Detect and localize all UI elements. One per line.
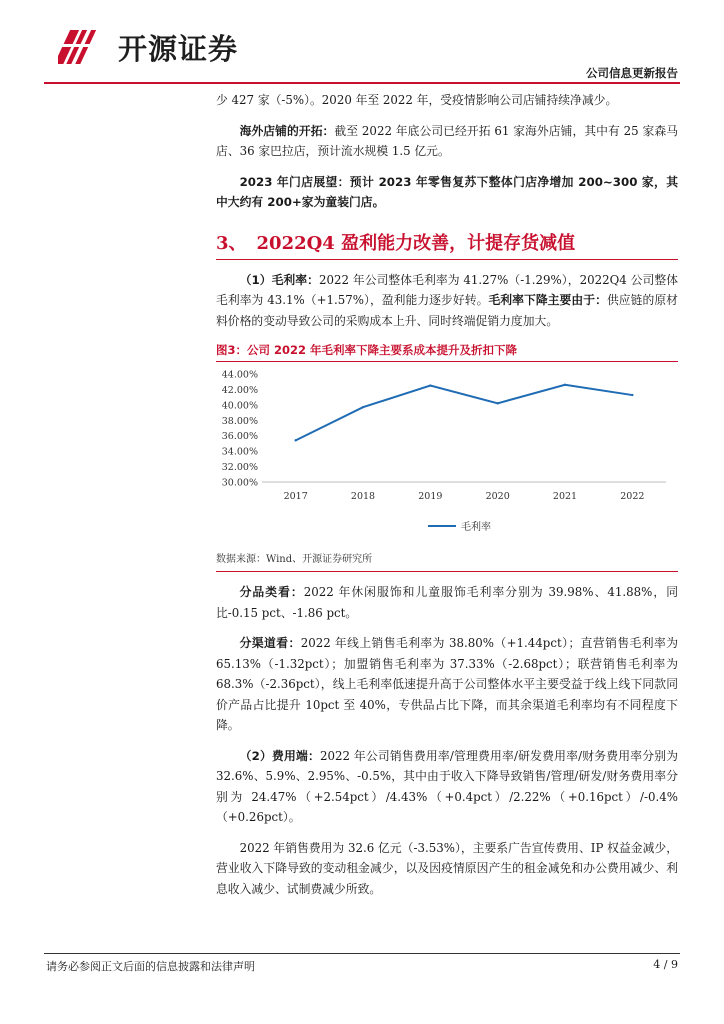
paragraph-store-count: 少 427 家（-5%）。2020 年至 2022 年，受疫情影响公司店铺持续净减少。 <box>216 93 618 107</box>
data-point <box>496 402 498 404</box>
paragraph-by-channel <box>216 633 678 736</box>
paragraph-selling-expenses: 2022 年销售费用为 32.6 亿元（-3.53%），主要系广告宣传费用、IP 权益金减少，营业收入下降导致的变动租金减少，以及因疫情原因产生的租金减免和办公费用减少、利息收入减少、试制费减少所致。 <box>216 840 678 896</box>
channel-text: 2022 年线上销售毛利率为 38.80%（+1.44pct）；直营销售毛利率为 65.13%（-1.32pct）；加盟销售毛利率为 37.33%（-2.68pct）；联营销售毛利率为 68.3%（-2.36pct），线上毛利率低速提升高于公司整体水平主要受益于线上线下同款同价产品占比提升 10pct 至 40%，专供品占比下降，而其余渠道毛利率均有不同程度下降。 <box>216 636 678 732</box>
section-number: 3、 <box>216 232 247 254</box>
paragraph-by-category <box>216 582 678 623</box>
gross-margin-chart <box>216 364 678 544</box>
figure-divider <box>216 361 678 362</box>
x-tick-label: 2021 <box>552 491 578 502</box>
expenses-label: （2）费用端： <box>239 748 320 763</box>
outlook-text: 2023 年门店展望：预计 2023 年零售复苏下整体门店净增加 200~300 家，其中大约有 200+家为童装门店。 <box>216 174 678 209</box>
y-tick-label: 30.00% <box>221 477 258 489</box>
overseas-text: 截至 2022 年底公司已经开拓 61 家海外店铺，其中有 25 家森马店、36 家巴拉店，预计流水规模 1.5 亿元。 <box>216 123 678 158</box>
x-tick-label: 2020 <box>485 491 510 502</box>
report-type: 公司信息更新报告 <box>586 66 678 80</box>
paragraph-store-outlook <box>216 172 678 213</box>
brand-logo-icon <box>58 26 112 68</box>
data-point <box>294 439 296 441</box>
y-tick-label: 36.00% <box>221 431 258 443</box>
overseas-label: 海外店铺的开拓： <box>239 123 335 138</box>
brand-logo <box>58 24 238 70</box>
figure-title: 图3：公司 2022 年毛利率下降主要系成本提升及折扣下降 <box>216 343 518 357</box>
gross-margin-text: 2022 年公司整体毛利率为 41.27%（-1.29%），2022Q4 公司整体毛利率为 43.1%（+1.57%），盈利能力逐步好转。 <box>216 272 678 307</box>
paragraph-gross-margin <box>216 270 678 332</box>
series-line <box>296 385 633 441</box>
category-text: 2022 年休闲服饰和儿童服饰毛利率分别为 39.98%、41.88%，同比-0.15 pct、-1.86 pct。 <box>216 585 678 620</box>
paragraph-overseas-stores <box>216 121 678 162</box>
y-tick-label: 34.00% <box>221 446 258 458</box>
footer-divider <box>44 953 680 954</box>
footer-disclaimer: 请务必参阅正文后面的信息披露和法律声明 <box>46 960 255 973</box>
section-title: 2022Q4 盈利能力改善，计提存货减值 <box>256 232 576 254</box>
y-tick-label: 42.00% <box>221 384 258 396</box>
y-tick-label: 38.00% <box>221 415 258 427</box>
header-divider <box>44 82 680 84</box>
y-tick-label: 32.00% <box>221 462 258 474</box>
x-tick-label: 2018 <box>350 491 376 502</box>
legend-label: 毛利率 <box>461 522 491 533</box>
brand-name: 开源证券 <box>118 31 239 66</box>
section-divider <box>216 259 678 260</box>
figure-source: 数据来源：Wind、开源证券研究所 <box>216 550 678 572</box>
section-heading <box>216 231 678 257</box>
category-label: 分品类看： <box>239 585 304 599</box>
x-tick-label: 2019 <box>418 491 443 502</box>
data-point <box>631 394 633 396</box>
gross-margin-label: （1）毛利率： <box>239 272 320 287</box>
expenses-text: 2022 年公司销售费用率/管理费用率/研发费用率/财务费用率分别为 32.6%、5.9%、2.95%、-0.5%，其中由于收入下降导致销售/管理/研发/财务费用率分别为 24.47%（+2.54pct）/4.43%（+0.4pct）/2.22%（+0.16pct）/-0.4%（+0.26pct）。 <box>216 748 678 824</box>
y-tick-label: 40.00% <box>221 400 258 412</box>
y-tick-label: 44.00% <box>221 369 258 381</box>
gross-margin-reason-label: 毛利率下降主要由于： <box>488 293 607 307</box>
channel-label: 分渠道看： <box>239 636 301 650</box>
main-content <box>216 90 678 899</box>
page-number: 4 / 9 <box>653 958 678 971</box>
data-point <box>429 384 431 386</box>
x-tick-label: 2022 <box>620 491 645 502</box>
data-point <box>362 406 364 408</box>
paragraph-expenses <box>216 746 678 828</box>
data-point <box>564 384 566 386</box>
gross-margin-reason-text: 供应链的原材料价格的变动导致公司的采购成本上升、同时终端促销力度加大。 <box>216 293 678 328</box>
x-tick-label: 2017 <box>283 491 308 502</box>
